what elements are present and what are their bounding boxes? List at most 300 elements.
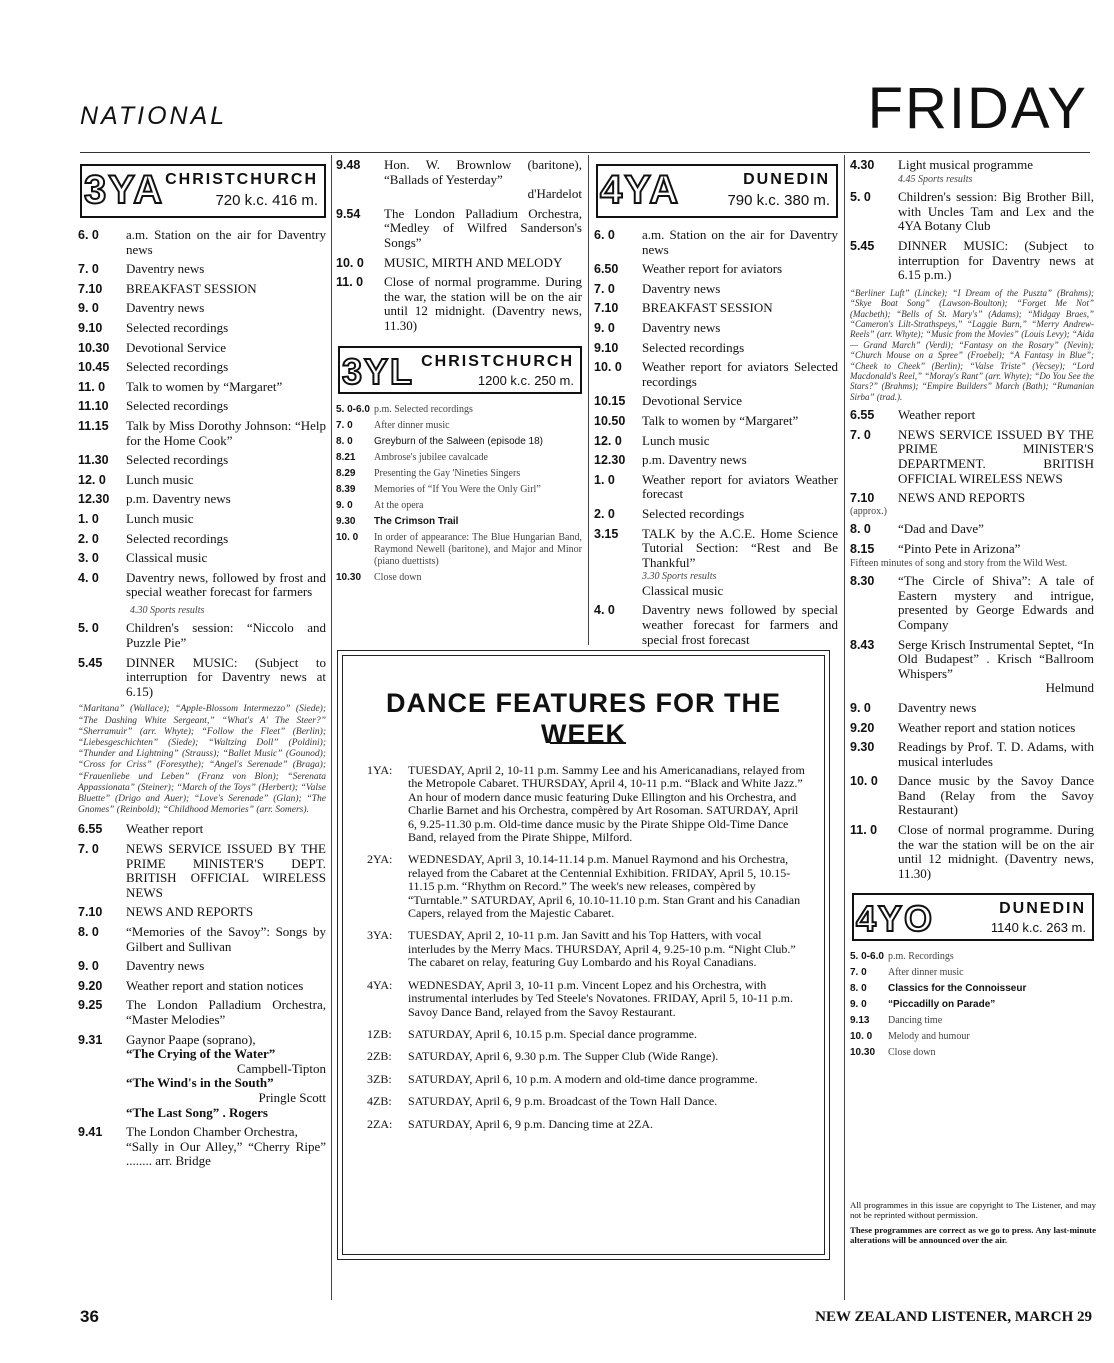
time: 12. 0 (594, 433, 622, 448)
desc: NEWS SERVICE ISSUED BY THE PRIME MINISTER'S DEPARTMENT. BRITISH OFFICIAL WIRELESS NEWS (898, 426, 1094, 486)
time: 12. 0 (78, 472, 106, 487)
time: 8. 0 (850, 983, 867, 995)
day-title: FRIDAY (867, 76, 1088, 141)
desc: Weather report for aviators Weather forecast (642, 471, 838, 502)
desc: Classics for the Connoisseur (888, 983, 1027, 995)
desc: Presenting the Gay 'Nineties Singers (374, 467, 521, 479)
desc: TALK by the A.C.E. Home Science Tutorial Section: “Rest and Be Thankful” (642, 525, 838, 570)
desc: MUSIC, MIRTH AND MELODY (384, 254, 563, 270)
time: 8. 0 (336, 435, 353, 447)
program-entry (336, 404, 582, 416)
section-label: NATIONAL (80, 102, 228, 130)
program-entry (78, 262, 326, 277)
time: 8. 0 (78, 925, 99, 940)
time: 5. 0-6.0 (850, 951, 884, 963)
desc: Readings by Prof. T. D. Adams, with musical interludes (898, 739, 1094, 769)
dance-features-inner-border (342, 655, 825, 1255)
time: 9.25 (78, 998, 103, 1013)
desc: Lunch music (126, 510, 194, 526)
program-entry (336, 275, 582, 333)
program-entry (78, 321, 326, 336)
desc: Greyburn of the Salween (episode 18) (374, 435, 543, 447)
program-entry (336, 452, 582, 464)
desc-text: Hon. W. Brownlow (baritone), “Ballads of Yesterday” (384, 157, 582, 187)
time: 10. 0 (850, 1031, 873, 1043)
program-entry (336, 484, 582, 496)
desc: The London Palladium Orchestra, “Medley of Wilfred Sanderson's Songs” (384, 205, 582, 250)
column-4ya-continued (850, 158, 1094, 1063)
dance-details: WEDNESDAY, April 3, 10.14-11.14 p.m. Manuel Raymond and his Orchestra, relayed from the Cabaret at the Centennial Exhibition. FRIDAY, April 5, 10.15-11.15 p.m. “Rhythm on Record.” The week's new releases, compèred by “Turntable.” SATURDAY, April 6, 10.10-11.10 p.m. Stan Grant and his Canadian Capers, relayed from the Majestic Cabaret. (408, 852, 801, 921)
time: 6. 0 (78, 228, 99, 242)
program-entry (336, 420, 582, 432)
desc (384, 158, 582, 202)
station-city: CHRISTCHURCH (165, 171, 318, 188)
desc: Talk to women by “Margaret” (642, 412, 799, 428)
dance-details: SATURDAY, April 6, 9 p.m. Dancing time at 2ZA. (408, 1116, 653, 1131)
time: 9. 0 (78, 959, 99, 974)
program-entry (78, 925, 326, 954)
desc: Selected recordings (126, 452, 229, 468)
time: 9. 0 (850, 999, 867, 1011)
station-code: 4YA: (367, 977, 393, 992)
time: 7.10 (850, 491, 875, 506)
desc: Weather report (898, 407, 976, 423)
approx-note: (approx.) (850, 505, 887, 517)
desc: DINNER MUSIC: (Subject to interruption for Daventry news at 6.15) (126, 654, 326, 699)
time: 6.55 (78, 822, 103, 837)
desc-text: Serge Krisch Instrumental Septet, “In Old Budapest” . Krisch “Ballroom Whispers” (898, 636, 1094, 681)
desc: BREAKFAST SESSION (642, 300, 773, 316)
desc: Classical music (126, 550, 208, 566)
desc: Daventry news (898, 699, 977, 715)
song-title: “The Crying of the Water” (126, 1046, 276, 1062)
program-entry (78, 842, 326, 900)
desc: Dance music by the Savoy Dance Band (Relay from the Savoy Restaurant) (898, 773, 1094, 818)
column-3ya-continued (336, 158, 582, 588)
column-divider (844, 155, 845, 1300)
desc: Daventry news, followed by frost and special weather forecast for farmers (126, 569, 326, 600)
dance-features-title: DANCE FEATURES FOR THE WEEK (385, 688, 781, 749)
time: 11. 0 (78, 379, 106, 394)
time: 6. 0 (594, 228, 615, 242)
program-entry (78, 551, 326, 566)
program-entry (850, 721, 1094, 736)
dance-features-list (367, 764, 810, 1140)
composer: d'Hardelot (527, 186, 582, 202)
time: 5. 0 (78, 621, 99, 636)
desc: Weather report for aviators Selected recordings (642, 359, 838, 389)
time: 10. 0 (850, 774, 878, 789)
program-entry (850, 522, 1094, 537)
time: 5.45 (850, 238, 875, 253)
program-entry (850, 1047, 1094, 1059)
column-divider (588, 155, 589, 645)
program-entry (78, 822, 326, 837)
dance-details: WEDNESDAY, April 3, 10-11 p.m. Vincent Lopez and his Orchestra, with instrumental interludes by Ted Steele's Novatones. FRIDAY, April 5, 10-11 p.m. Savoy Dance Band, relayed from the Savoy Restaurant. (408, 977, 793, 1019)
dance-entry (367, 1050, 810, 1063)
desc: a.m. Station on the air for Daventry news (642, 227, 838, 257)
time: 6.50 (594, 262, 619, 277)
station-code: 2ZA: (367, 1116, 393, 1131)
program-entry (594, 360, 838, 389)
dance-entry (367, 929, 810, 969)
program-entry (336, 532, 582, 568)
dance-entry (367, 1118, 810, 1131)
program-entry (850, 638, 1094, 696)
program-entry (594, 507, 838, 522)
time: 4. 0 (78, 570, 99, 585)
program-entry (850, 823, 1094, 881)
time: 7.10 (594, 301, 619, 316)
desc: Selected recordings (126, 530, 229, 546)
desc: Selected recordings (126, 359, 229, 375)
station-call-sign: 4YA (600, 168, 681, 212)
program-entry (850, 491, 1094, 506)
station-header-4ya (596, 164, 838, 218)
program-entry (336, 516, 582, 528)
alterations-text: These programmes are correct as we go to press. Any last-minute alterations will be announced over the air. (850, 1224, 1096, 1246)
program-entry (594, 414, 838, 429)
program-entry (850, 701, 1094, 716)
time: 9.54 (336, 206, 361, 221)
program-entry (78, 571, 326, 600)
composer: Helmund (1045, 680, 1094, 696)
time: 1. 0 (594, 472, 615, 487)
title-rule (550, 742, 626, 744)
time: 5. 0-6.0 (336, 403, 370, 415)
station-frequency: 1140 k.c. 263 m. (990, 920, 1086, 936)
time: 9.31 (78, 1032, 103, 1047)
time: 7. 0 (336, 419, 353, 431)
top-rule (80, 152, 1090, 153)
desc: “The Circle of Shiva”: A tale of Eastern mystery and intrigue, presented by George Edwards and Company (898, 573, 1094, 632)
program-entry (336, 572, 582, 584)
desc: BREAKFAST SESSION (126, 280, 257, 296)
desc: Selected recordings (126, 398, 229, 414)
desc: “Memories of the Savoy”: Songs by Gilbert and Sullivan (126, 924, 326, 954)
dance-details: TUESDAY, April 2, 10-11 p.m. Sammy Lee and his Americanadians, relayed from the Metropole Cabaret. THURSDAY, April 4, 10-11 p.m. “Black and White Jazz.” An hour of modern dance music featuring Duke Ellington and his Orchestra, and Charlie Barnet and his Orchestra, compèred by Art Rosoman. SATURDAY, April 6, 9.25-11.30 p.m. Old-time dance music by the Pirate Shippe Old-Time Dance Band, relayed from the Pirate Shippe, Milford. (408, 763, 805, 845)
dance-details: TUESDAY, April 2, 10-11 p.m. Jan Savitt and his Top Hatters, with vocal interludes by the Merry Macs. THURSDAY, April 4, 9.25-10 p.m. “Night Club.” The cabaret on relay, featuring Guy Lombardo and his Royal Canadians. (408, 928, 796, 970)
program-entry (78, 228, 326, 257)
program-entry (336, 468, 582, 480)
program-entry (850, 983, 1094, 995)
program-entry (594, 527, 838, 571)
composer: Campbell-Tipton (236, 1060, 326, 1076)
station-city: CHRISTCHURCH (421, 352, 574, 370)
time: 7. 0 (850, 967, 867, 979)
program-entry (78, 621, 326, 650)
program-entry (850, 158, 1094, 173)
desc: Close down (374, 571, 422, 583)
desc: Daventry news (126, 958, 205, 974)
dance-entry (367, 764, 810, 844)
station-city: DUNEDIN (743, 171, 830, 188)
program-entry (850, 239, 1094, 283)
station-frequency: 720 k.c. 416 m. (215, 192, 318, 209)
station-code: 1ZB: (367, 1026, 392, 1041)
desc: After dinner music (374, 419, 450, 431)
desc: The Crimson Trail (374, 515, 459, 527)
station-call-sign: 3YA (84, 168, 165, 212)
program-entry (594, 228, 838, 257)
program-note: Fifteen minutes of song and story from the Wild West. (850, 557, 1068, 569)
station-code: 2ZB: (367, 1049, 392, 1064)
desc: Talk to women by “Margaret” (126, 378, 283, 394)
time: 2. 0 (594, 506, 615, 521)
time: 8.39 (336, 483, 356, 495)
program-entry (850, 1015, 1094, 1027)
dinner-music-list: “Maritana” (Wallace); “Apple-Blossom Intermezzo” (Siede); “The Dashing White Sergeant,” “What's A' The Steer?” “Sherramuir” (arr. Whyte); “Follow the Fleet” (Berlin); “Liebesgeschichten” (Siede); “Waltzing Doll” (Poldini); “Thunder and Lightning” (Strauss); “Ballet Music” (Gounod); “Cross for Criss” (Foresythe); “Angel's Serenade” (Braga); “Frauenliebe und Leben” (Franz von Blon); “Serenata Appassionata” (Steiner); “March of the Toys” (Herbert); “Valse Bluette” (Drigo and Auer); “Love's Serenade” (Glan); “The Gnomes” (Reinbold); “Childhood Memories” (arr. Somers). (78, 704, 326, 816)
song-title: “The Last Song” . Rogers (126, 1104, 268, 1120)
song-title: “The Wind's in the South” (126, 1075, 274, 1091)
desc: NEWS AND REPORTS (898, 490, 1026, 506)
time: 9.10 (78, 320, 103, 335)
desc: Talk by Miss Dorothy Johnson: “Help for the Home Cook” (126, 417, 326, 448)
time: 9.20 (78, 978, 103, 993)
time: 6.55 (850, 408, 875, 423)
program-entry (850, 190, 1094, 234)
desc: Close down (888, 1047, 936, 1059)
desc: Memories of “If You Were the Only Girl” (374, 483, 541, 495)
time: 8.43 (850, 637, 875, 652)
desc (126, 1125, 326, 1169)
time: 10.30 (78, 340, 110, 355)
time: 9.13 (850, 1015, 870, 1027)
desc: Daventry news (642, 280, 721, 296)
dance-entry (367, 979, 810, 1019)
time: 9.10 (594, 340, 619, 355)
desc: After dinner music (888, 967, 964, 979)
dance-details: SATURDAY, April 6, 9.30 p.m. The Supper Club (Wide Range). (408, 1049, 719, 1064)
desc: Lunch music (126, 471, 194, 487)
time: 7. 0 (594, 281, 615, 296)
program-entry (594, 282, 838, 297)
desc (898, 638, 1094, 696)
desc: Selected recordings (126, 319, 229, 335)
program-entry (850, 967, 1094, 979)
time: 12.30 (78, 492, 110, 507)
time: 10. 0 (336, 531, 359, 543)
program-entry (78, 492, 326, 507)
desc: Lunch music (642, 432, 710, 448)
station-city: DUNEDIN (999, 900, 1086, 918)
program-entry (594, 473, 838, 502)
time: 7. 0 (850, 427, 871, 442)
desc: NEWS SERVICE ISSUED BY THE PRIME MINISTER'S DEPT. BRITISH OFFICIAL WIRELESS NEWS (126, 841, 326, 900)
time: 9. 0 (336, 499, 353, 511)
time: 3.15 (594, 526, 619, 541)
program-entry (78, 512, 326, 527)
program-entry (78, 905, 326, 920)
desc: p.m. Daventry news (126, 491, 231, 507)
station-code: 1YA: (367, 763, 393, 777)
copyright-notice (850, 1200, 1096, 1250)
program-entry (594, 453, 838, 468)
time: 7.10 (78, 905, 103, 920)
time: 5. 0 (850, 190, 871, 205)
time: 10. 0 (594, 360, 622, 375)
time: 7. 0 (78, 262, 99, 277)
desc: Weather report (126, 821, 204, 837)
program-entry (850, 774, 1094, 818)
time: 9. 0 (850, 700, 871, 715)
desc: Daventry news (126, 261, 205, 277)
time: 8.15 (850, 541, 875, 556)
time: 4.30 (850, 158, 875, 172)
program-entry (78, 380, 326, 395)
desc: Weather report and station notices (126, 977, 304, 993)
program-entry (336, 207, 582, 251)
time: 11.15 (78, 418, 109, 433)
station-header-4yo (852, 893, 1094, 941)
program-entry (78, 656, 326, 700)
time: 5.45 (78, 655, 103, 670)
time: 10.50 (594, 413, 626, 428)
station-header-3ya (80, 164, 326, 218)
time: 11. 0 (850, 823, 878, 838)
program-entry (78, 1033, 326, 1121)
time: 3. 0 (78, 551, 99, 566)
desc: NEWS AND REPORTS (126, 904, 254, 920)
program-entry (78, 399, 326, 414)
dance-entry (367, 1095, 810, 1108)
desc: p.m. Selected recordings (374, 403, 473, 415)
time: 11. 0 (336, 275, 364, 290)
dance-details: SATURDAY, April 6, 10.15 p.m. Special dance programme. (408, 1026, 697, 1041)
program-entry (850, 999, 1094, 1011)
program-entry (850, 1031, 1094, 1043)
time: 8.21 (336, 451, 356, 463)
performer: Gaynor Paape (soprano), (126, 1031, 256, 1047)
time: 9.48 (336, 158, 361, 172)
desc (126, 1033, 326, 1121)
song-title: “Sally in Our Alley,” “Cherry Ripe” ........ arr. Bridge (126, 1138, 326, 1169)
column-4ya (594, 158, 838, 652)
desc: Children's session: Big Brother Bill, with Uncles Tam and Lex and the 4YA Botany Club (898, 189, 1094, 234)
program-entry (78, 979, 326, 994)
program-entry (850, 542, 1094, 557)
station-header-3yl (338, 346, 582, 394)
time: 9.30 (850, 740, 875, 755)
desc: Melody and humour (888, 1031, 970, 1043)
desc: Devotional Service (642, 393, 742, 409)
time: 11.10 (78, 399, 109, 414)
dance-features-box (337, 650, 830, 1260)
desc: a.m. Station on the air for Daventry news (126, 227, 326, 257)
desc: Close of normal programme. During the war the station will be on the air until 12 midnight. (Daventry news, 11.30) (898, 822, 1094, 881)
dinner-music-list: “Berliner Luft” (Lincke); “I Dream of the Puszta” (Brahms); “Skye Boat Song” (Lawson-Boulton); “Forget Me Not” (Macbeth); “Bells of St. Mary's” (Adams); “Midgay Braes,” “Cameron's Lilt-Strathspeys,” “Laggie Burn,” “Merry Andrew-Reels” (arr. Whyte); “Music from the Movies” (Louis Levy); “Aida — Grand March” (Verdi); “Fantasy on the Rosary” (Nevin); “Church Mouse on a Spree” (Froebel); “A Fantasy in Blue”; “Cheek to Cheek” (Berlin); “Valse Triste” (Vecsey); “Lord Macdonald's Reel,” “Moray's Rant” (arr. Whyte); “Do You See the Stars?” (Brahms); “Empire Builders” March (Bath); “Rumanian Sirba” (trad.). (850, 287, 1094, 402)
program-entry (78, 419, 326, 448)
dance-details: SATURDAY, April 6, 9 p.m. Broadcast of the Town Hall Dance. (408, 1094, 718, 1109)
time: 10.30 (336, 571, 362, 583)
program-entry (336, 436, 582, 448)
desc: The London Palladium Orchestra, “Master Melodies” (126, 997, 326, 1027)
time: 10. 0 (336, 255, 364, 270)
desc: Weather report and station notices (898, 719, 1076, 735)
time: 7. 0 (78, 842, 99, 857)
station-code: 2YA: (367, 852, 393, 867)
column-divider (331, 155, 332, 1300)
station-call-sign: 4YO (856, 898, 935, 940)
desc: Ambrose's jubilee cavalcade (374, 451, 488, 463)
desc: Light musical programme (898, 157, 1034, 172)
desc: Daventry news (642, 319, 721, 335)
program-entry (850, 951, 1094, 963)
program-entry (850, 574, 1094, 632)
sports-results: 4.30 Sports results (130, 604, 205, 616)
program-entry (78, 1125, 326, 1169)
desc: “Dad and Dave” (898, 521, 984, 537)
desc: Weather report for aviators (642, 261, 783, 277)
time: 9.30 (336, 515, 356, 527)
column-3ya (78, 158, 326, 1174)
time: 12.30 (594, 453, 626, 468)
time: 11.30 (78, 453, 109, 468)
desc: At the opera (374, 499, 424, 511)
performer: The London Chamber Orchestra, (126, 1124, 298, 1140)
program-note: Classical music (642, 582, 724, 598)
program-entry (594, 301, 838, 316)
time: 8.29 (336, 467, 356, 479)
time: 8. 0 (850, 522, 871, 537)
program-entry (336, 158, 582, 202)
desc: p.m. Daventry news (642, 452, 747, 468)
program-entry (594, 321, 838, 336)
dance-entry (367, 853, 810, 920)
time: 1. 0 (78, 511, 99, 526)
program-entry (594, 434, 838, 449)
desc: “Pinto Pete in Arizona” (898, 540, 1021, 556)
desc: DINNER MUSIC: (Subject to interruption for Daventry news at 6.15 p.m.) (898, 237, 1094, 283)
time: 9.41 (78, 1125, 103, 1140)
copyright-text: All programmes in this issue are copyright to The Listener, and may not be reprinted without permission. (850, 1200, 1096, 1221)
program-entry (850, 408, 1094, 423)
desc: Daventry news followed by special weather forecast for farmers and special frost forecast (642, 602, 838, 647)
time: 8.30 (850, 574, 875, 589)
program-entry (594, 603, 838, 647)
station-code: 4ZB: (367, 1094, 392, 1109)
desc: Close of normal programme. During the war, the station will be on the air until 12 midnight. (Daventry news, 11.30) (384, 274, 582, 333)
program-entry (78, 473, 326, 488)
time: 10.15 (594, 394, 626, 409)
page-number: 36 (80, 1307, 99, 1326)
publication-footer: NEW ZEALAND LISTENER, MARCH 29 (815, 1309, 1092, 1325)
sports-results: 4.45 Sports results (898, 173, 973, 185)
program-entry (78, 998, 326, 1027)
program-entry (850, 740, 1094, 769)
time: 4. 0 (594, 603, 615, 618)
dance-entry (367, 1028, 810, 1041)
sports-results: 3.30 Sports results (642, 571, 717, 583)
program-entry (336, 256, 582, 271)
program-entry (594, 341, 838, 356)
desc: In order of appearance: The Blue Hungarian Band, Raymond Newell (baritone), and Major and Minor (piano duettists) (374, 531, 582, 567)
station-code: 3ZB: (367, 1071, 392, 1086)
desc: p.m. Recordings (888, 951, 954, 963)
station-frequency: 1200 k.c. 250 m. (477, 372, 574, 388)
program-entry (78, 282, 326, 297)
time: 10.30 (850, 1047, 876, 1059)
dance-details: SATURDAY, April 6, 10 p.m. A modern and old-time dance programme. (408, 1071, 758, 1086)
program-entry (594, 394, 838, 409)
time: 9. 0 (594, 320, 615, 335)
desc: “Piccadilly on Parade” (888, 999, 996, 1011)
time: 9.20 (850, 720, 875, 735)
station-call-sign: 3YL (342, 350, 415, 392)
desc: Selected recordings (642, 339, 745, 355)
desc: Devotional Service (126, 339, 226, 355)
composer: Pringle Scott (258, 1089, 326, 1105)
